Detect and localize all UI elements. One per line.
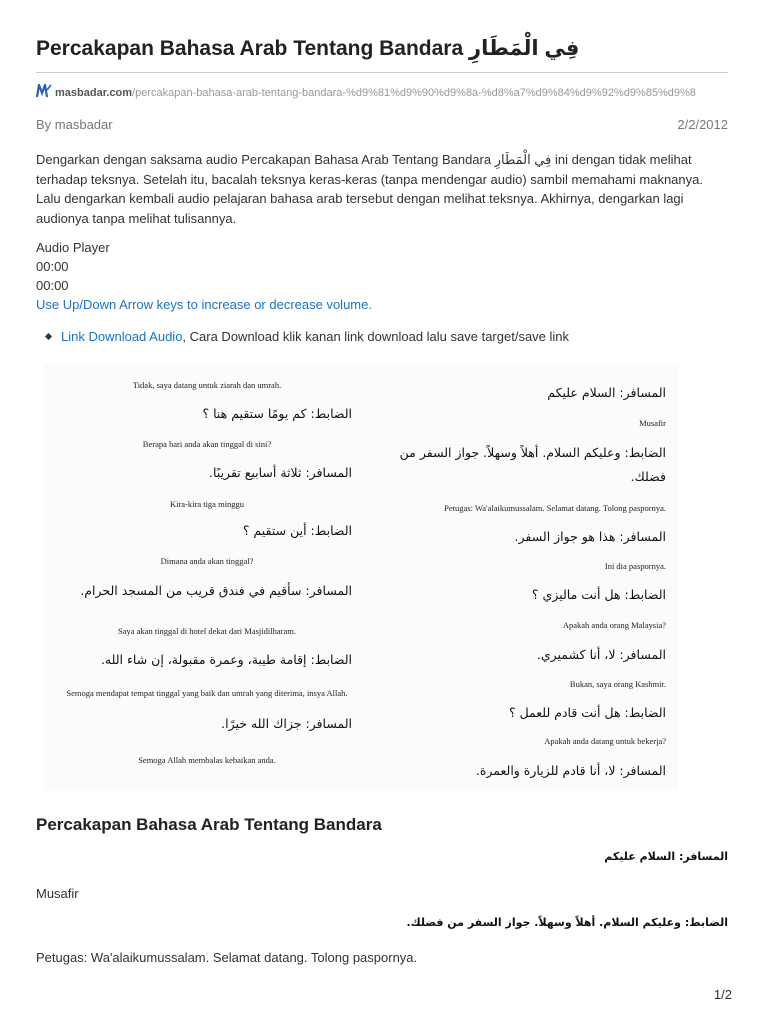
scan-arabic-line: الضابط: هل أنت قادم للعمل ؟	[508, 705, 666, 720]
download-list-item	[46, 329, 569, 344]
download-note: , Cara Download klik kanan link download lalu save target/save link	[182, 329, 570, 344]
scan-arabic-line: المسافر: جزاك الله خيرًا.	[221, 716, 352, 731]
download-audio-link[interactable]: Link Download Audio	[61, 329, 183, 344]
scan-translation-line: Bukan, saya orang Kashmir.	[569, 679, 666, 689]
scan-translation-line: Apakah anda orang Malaysia?	[562, 620, 666, 630]
source-url[interactable]	[36, 84, 728, 100]
post-date: 2/2/2012	[677, 117, 728, 132]
scan-arabic-line: المسافر: سأقيم في فندق قريب من المسجد الحرام.	[80, 583, 352, 598]
scan-arabic-line: المسافر: لا، أنا قادم للزيارة والعمرة.	[475, 763, 666, 778]
audio-player[interactable]	[36, 238, 372, 314]
section-heading: Percakapan Bahasa Arab Tentang Bandara	[36, 815, 382, 834]
dialog-arabic-1: المسافر: السلام عليكم	[604, 850, 728, 863]
scan-translation-line: Semoga Allah membalas kebaikan anda.	[138, 755, 276, 765]
scan-translation-line: Ini dia paspornya.	[604, 561, 666, 571]
audio-player-label: Audio Player	[36, 240, 110, 255]
dialog-translation-2: Petugas: Wa'alaikumussalam. Selamat datang. Tolong paspornya.	[36, 950, 418, 965]
scan-translation-line: Saya akan tinggal di hotel dekat dari Masjidilharam.	[118, 626, 296, 636]
masbadar-logo-icon	[36, 84, 52, 98]
scan-translation-line: Apakah anda datang untuk bekerja?	[544, 736, 666, 746]
author: By masbadar	[36, 117, 113, 132]
scan-translation-line: Musafir	[639, 418, 666, 428]
scan-arabic-line: الضابط: كم يومًا ستقيم هنا ؟	[202, 406, 352, 421]
source-domain: masbadar.com	[55, 87, 133, 99]
scan-arabic-line: الضابط: هل أنت ماليزي ؟	[531, 587, 666, 602]
scan-translation-line: Tidak, saya datang untuk ziarah dan umrah.	[132, 380, 282, 390]
title-divider	[36, 72, 728, 73]
audio-total-time: 00:00	[36, 278, 69, 293]
source-path: /percakapan-bahasa-arab-tentang-bandara-%d9%81%d9%90%d9%8a-%d8%a7%d9%84%d9%92%d9%85%d9%8	[132, 87, 696, 99]
scan-translation-line: Dimana anda akan tinggal?	[160, 556, 254, 566]
page-title: Percakapan Bahasa Arab Tentang Bandara فِي الْمَطَارِ	[36, 37, 580, 60]
dialog-arabic-2: الضابط: وعليكم السلام. أهلاً وسهلاً. جواز السفر من فضلك.	[406, 916, 728, 929]
scan-translation-line: Semoga mendapat tempat tinggal yang baik dan umrah yang diterima, insya Allah.	[66, 688, 348, 698]
dialog-translation-1: Musafir	[36, 886, 79, 901]
post-meta	[36, 117, 728, 132]
dialog-scan-image	[44, 365, 678, 790]
scan-translation-line: Kira-kira tiga minggu	[169, 499, 245, 509]
page-number: 1/2	[713, 987, 732, 1002]
scan-arabic-line: المسافر: لا، أنا كشميري.	[536, 647, 666, 662]
scan-arabic-line: الضابط: إقامة طيبة، وعمرة مقبولة، إن شاء الله.	[100, 652, 352, 667]
audio-current-time: 00:00	[36, 259, 69, 274]
scan-arabic-line: الضابط: أين ستقيم ؟	[242, 523, 352, 538]
volume-hint: Use Up/Down Arrow keys to increase or decrease volume.	[36, 297, 372, 312]
scan-arabic-line: فضلك.	[630, 469, 666, 484]
bullet-icon	[45, 333, 52, 340]
intro-paragraph: Dengarkan dengan saksama audio Percakapan Bahasa Arab Tentang Bandara فِي الْمَطَارِ ini dengan tidak melihat terhadap teksnya. Setelah itu, bacalah teksnya keras-keras (tanpa mendengar audio) sambil memahami maknanya. Lalu dengarkan kembali audio pelajaran bahasa arab tersebut dengan melihat teksnya. Akhirnya, dengarkan lagi audionya tanpa melihat tulisannya.	[36, 152, 703, 226]
scan-translation-line: Petugas: Wa'alaikumussalam. Selamat datang. Tolong paspornya.	[444, 503, 666, 513]
scan-arabic-line: المسافر: هذا هو جواز السفر.	[514, 529, 666, 544]
scan-arabic-line: المسافر: ثلاثة أسابيع تقريبًا.	[209, 465, 352, 480]
scan-translation-line: Berapa hari anda akan tinggal di sini?	[142, 439, 272, 449]
scan-arabic-line: الضابط: وعليكم السلام. أهلاً وسهلاً. جواز السفر من	[399, 445, 666, 460]
scan-arabic-line: المسافر: السلام عليكم	[547, 385, 666, 400]
